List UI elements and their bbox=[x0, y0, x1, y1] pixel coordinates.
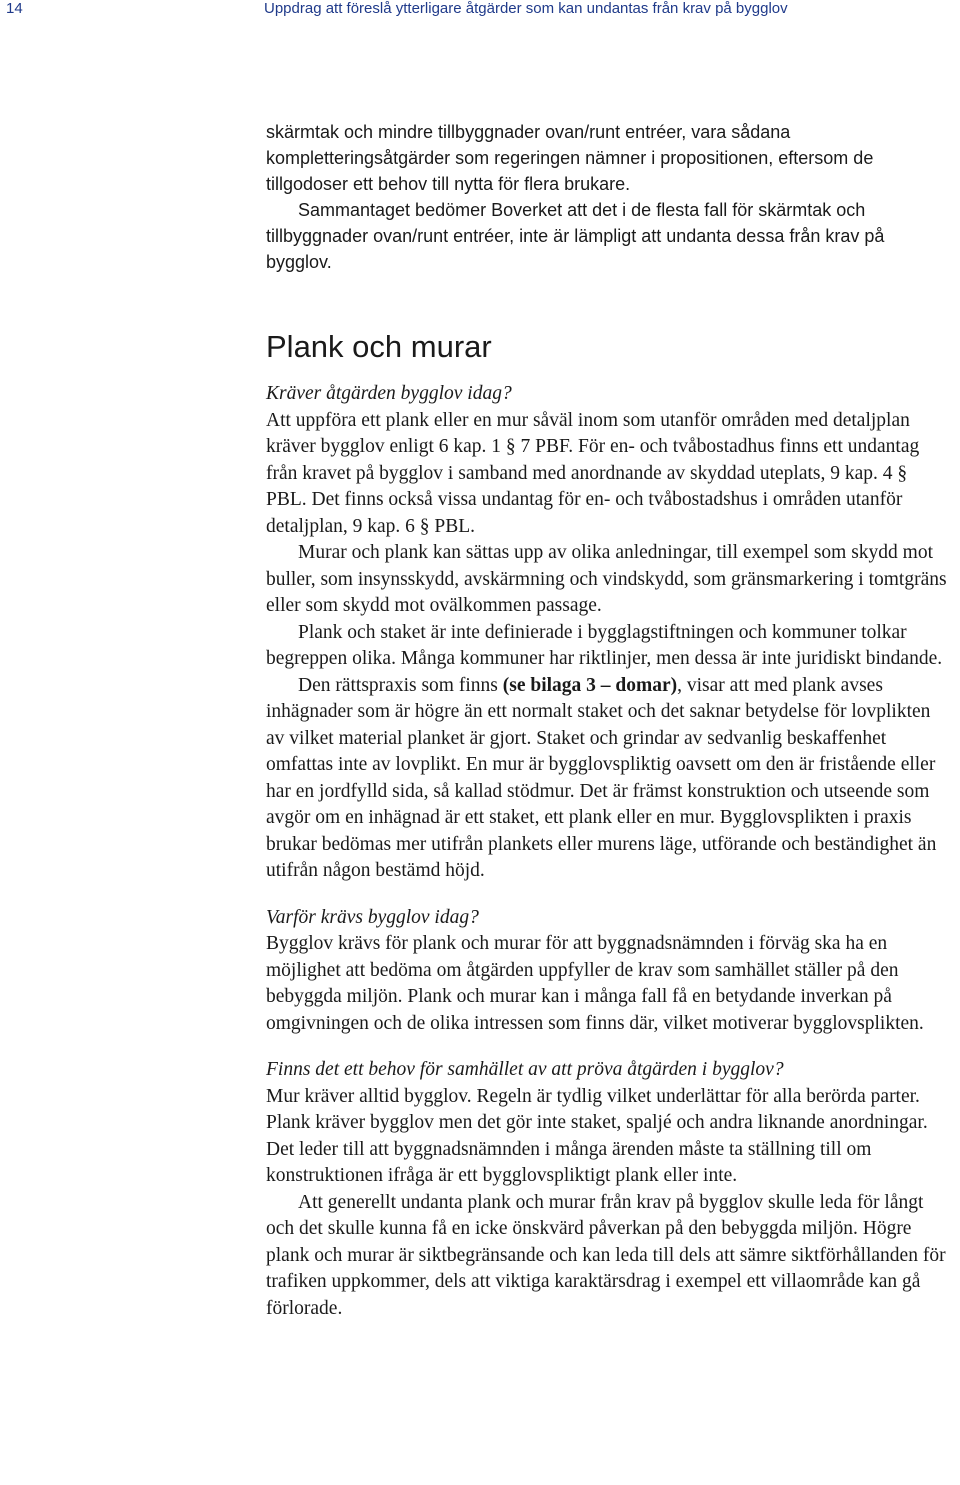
case-law-reference: (se bilaga 3 – domar) bbox=[502, 674, 678, 696]
paragraph-definitions: Plank och staket är inte definierade i bygglagstiftningen och kommuner tolkar begreppen olika. Många kommuner har riktlinjer, men dessa är inte juridiskt bindande. bbox=[266, 621, 943, 669]
question-heading-3: Finns det ett behov för samhället av att pröva åtgärden i bygglov? bbox=[266, 1059, 784, 1080]
section-heading: Plank och murar bbox=[266, 329, 492, 364]
paragraph-legal-basis: Att uppföra ett plank eller en mur såväl inom som utanför områden med detaljplan kräver bygglov enligt 6 kap. 1 § 7 PBF. För en- och tvåbostadhus finns ett undantag från kravet på bygglov i samband med anordnande av skyddad uteplats, 9 kap. 4 § PBL. Det finns också vissa undantag för en- och tvåbostadshus i områden utanför detaljplan, 9 kap. 6 § PBL. bbox=[266, 409, 920, 537]
intro-paragraph-1: skärmtak och mindre tillbyggnader ovan/runt entréer, vara sådana kompletteringsåtgärder som regeringen nämner i propositionen, eftersom de tillgodoser ett behov till nytta för flera brukare. bbox=[266, 122, 874, 194]
page-header bbox=[6, 0, 946, 22]
question-heading-2: Varför krävs bygglov idag? bbox=[266, 906, 479, 928]
paragraph-why-permit: Bygglov krävs för plank och murar för att byggnadsnämnden i förväg ska ha en möjlighet att bedöma om åtgärden uppfyller de krav som samhället ställer på den bebyggda miljön. Plank och murar kan i många fall få en betydande inverkan på omgivningen och de olika intressen som finns där, vilket motiverar bygglovsplikten. bbox=[266, 933, 924, 1034]
paragraph-case-law bbox=[266, 673, 948, 885]
case-law-text-start: Den rättspraxis som finns bbox=[298, 674, 503, 696]
paragraph-reasons: Murar och plank kan sättas upp av olika anledningar, till exempel som skydd mot buller, som insynsskydd, avskärmning och vindskydd, som gränsmarkering i tomtgräns eller som skydd mot ovälkommen passage. bbox=[266, 542, 947, 616]
running-title: Uppdrag att föreslå ytterligare åtgärder som kan undantas från krav på bygglov bbox=[264, 0, 788, 17]
question-heading-1: Kräver åtgärden bygglov idag? bbox=[266, 383, 512, 404]
page-number: 14 bbox=[6, 0, 23, 17]
paragraph-need-2: Att generellt undanta plank och murar från krav på bygglov skulle leda för långt och det skulle kunna få en icke önskvärd påverkan på den bebyggda miljön. Högre plank och murar är siktbegränsande och kan leda till dels att sämre siktförhållanden för trafiken uppkommer, dels att viktiga karaktärsdrag i exempel ett villaområde kan gå förlorade. bbox=[266, 1191, 946, 1319]
intro-paragraph-2: Sammantaget bedömer Boverket att det i de flesta fall för skärmtak och tillbyggnader ovan/runt entréer, inte är lämpligt att undanta dessa från krav på bygglov. bbox=[266, 200, 885, 272]
case-law-text-end: , visar att med plank avses inhägnader som är högre än ett normalt staket och det saknar betydelse för lovplikten av vilket material planket är gjort. Staket och grindar av sedvanlig beskaffenhet omfattas inte av lovplikt. En mur är bygglovspliktig oavsett om den är fristående eller har en jordfylld sida, så kallad stödmur. Det är främst konstruktion och utseende som avgör om en inhägnad är ett staket, ett plank eller en mur. Bygglovsplikten i praxis brukar bedömas mer utifrån plankets eller murens läge, utförande och beständighet än utifrån någon bestämd höjd. bbox=[266, 674, 937, 881]
paragraph-need-1: Mur kräver alltid bygglov. Regeln är tydlig vilket underlättar för alla berörda parter. Plank kräver bygglov men det gör inte staket, spaljé och andra liknande anordningar. Det leder till att byggnadsnämnden i många ärenden måste ta ställning till om konstruktionen ifråga är ett bygglovspliktigt plank eller inte. bbox=[266, 1085, 928, 1186]
page-body bbox=[266, 119, 948, 1322]
